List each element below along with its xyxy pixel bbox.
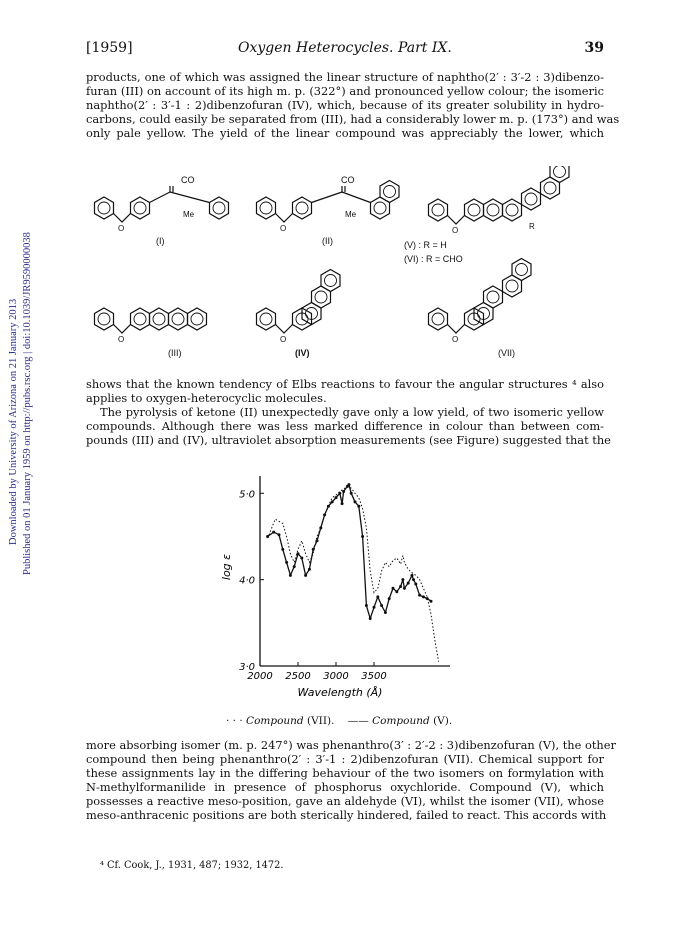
text-line: applies to oxygen-heterocyclic molecules. (86, 391, 327, 406)
caption-compound-label: Compound (246, 715, 304, 727)
data-point (376, 595, 379, 598)
data-point (335, 496, 338, 499)
data-point (281, 548, 284, 551)
x-tick-label: 3000 (323, 671, 349, 682)
text-line: The pyrolysis of ketone (II) unexpectedly gave only a low yield, of two isomeric yellow (100, 405, 604, 420)
data-point (380, 604, 383, 607)
data-point (304, 574, 307, 577)
data-point (341, 502, 344, 505)
caption-number: (V). (433, 715, 453, 727)
series-line-V (268, 485, 431, 619)
data-point (347, 483, 350, 486)
label-I: (I) (156, 236, 165, 246)
data-point (414, 582, 417, 585)
x-tick-label: 2500 (285, 671, 311, 682)
r-label: R (529, 222, 535, 231)
co-label: CO (181, 175, 195, 185)
chart-ticks (239, 489, 387, 682)
caption-dots: · · · (226, 715, 243, 727)
series-line-VII (268, 486, 439, 661)
text-line: only pale yellow. The yield of the linear compound was appreciably the lower, which (86, 126, 604, 141)
publish-note: Published on 01 January 1959 on http://pubs.rsc.org | doi:10.1039/JR9590000038 (22, 232, 33, 575)
x-tick-label: 2000 (247, 671, 273, 682)
y-axis-label: log ε (220, 553, 233, 581)
text-line: possesses a reactive meso-position, gave an aldehyde (VI), whilst the isomer (VII), whose (86, 794, 604, 809)
o-label: O (280, 335, 287, 344)
text-line: these assignments lay in the differing behaviour of the two isomers on formylation with (86, 766, 604, 781)
data-point (361, 535, 364, 538)
data-point (411, 574, 414, 577)
footnote: ⁴ Cf. Cook, J., 1931, 487; 1932, 1472. (100, 860, 284, 871)
text-line: compounds. Although there was less marked difference in colour than between com- (86, 419, 604, 434)
label-VI: (VI) : R = CHO (404, 254, 463, 264)
y-tick-label: 5·0 (239, 489, 255, 501)
download-note: Downloaded by University of Arizona on 21 January 2013 (8, 298, 19, 545)
paragraph-3 (86, 738, 616, 823)
text-line: pounds (III) and (IV), ultraviolet absorption measurements (see Figure) suggested that the (86, 433, 611, 448)
o-label: O (280, 224, 287, 233)
data-point (418, 594, 421, 597)
chart-series (266, 483, 439, 662)
data-point (384, 611, 387, 614)
caption-compound-label: Compound (372, 715, 430, 727)
data-point (430, 600, 433, 603)
data-point (395, 590, 398, 593)
o-label: O (452, 335, 459, 344)
data-point (297, 552, 300, 555)
data-point (300, 557, 303, 560)
running-header (86, 40, 604, 62)
label-II: (II) (322, 236, 333, 246)
me-label: Me (345, 210, 357, 219)
text-line: shows that the known tendency of Elbs reactions to favour the angular structures ⁴ also (86, 377, 604, 391)
data-point (354, 500, 357, 503)
data-point (285, 561, 288, 564)
data-point (399, 585, 402, 588)
data-point (308, 568, 311, 571)
o-label: O (452, 226, 459, 235)
data-point (388, 597, 391, 600)
data-point (369, 617, 372, 620)
data-point (278, 533, 281, 536)
text-line: compound then being phenanthro(2′ : 3′-1 : 2)dibenzofuran (VII). Chemical support for (86, 752, 604, 767)
data-point (373, 606, 376, 609)
text-line: more absorbing isomer (m. p. 247°) was phenanthro(3′ : 2′-2 : 3)dibenzofuran (V), the other (86, 738, 616, 752)
text-line: N-methylformanilide in presence of phosphorus oxychloride. Compound (V), which (86, 780, 604, 795)
me-label: Me (183, 210, 195, 219)
data-point (357, 505, 360, 508)
header-year: [1959] (86, 40, 133, 56)
o-label: O (118, 224, 125, 233)
structure-labels (86, 166, 616, 374)
data-point (272, 531, 275, 534)
paragraph-2 (86, 377, 611, 448)
x-tick-label: 3500 (361, 671, 387, 682)
data-point (407, 582, 410, 585)
data-point (403, 587, 406, 590)
label-IV: (IV) (295, 348, 310, 358)
y-tick-label: 4·0 (239, 575, 255, 587)
text-line: naphtho(2′ : 3′-1 : 2)dibenzofuran (IV), which, because of its greater solubility in hydro- (86, 98, 604, 113)
label-VII: (VII) (498, 348, 515, 358)
paragraph-1 (86, 70, 620, 141)
data-point (293, 565, 296, 568)
data-point (350, 492, 353, 495)
y-tick-label: 3·0 (239, 662, 255, 673)
data-point (422, 595, 425, 598)
text-line: furan (III) on account of its high m. p. (322°) and pronounced yellow colour; the isomeric (86, 84, 604, 99)
caption-number: (VII). (307, 715, 335, 727)
x-axis-label: Wavelength (Å) (297, 686, 383, 699)
absorption-chart (210, 466, 470, 716)
caption-line: —— (347, 715, 369, 727)
label-III: (III) (168, 348, 182, 358)
text-line: products, one of which was assigned the linear structure of naphtho(2′ : 3′-2 : 3)dibenzo- (86, 70, 604, 84)
data-point (331, 500, 334, 503)
header-title: Oxygen Heterocycles. Part IX. (238, 40, 452, 56)
page-number: 39 (584, 40, 604, 56)
text-line: meso-anthracenic positions are both sterically hindered, failed to react. This accords with (86, 808, 607, 823)
data-point (412, 578, 415, 581)
data-point (365, 604, 368, 607)
o-label: O (118, 335, 125, 344)
data-point (342, 490, 345, 493)
figure-caption (226, 715, 452, 727)
label-V: (V) : R = H (404, 240, 447, 250)
text-line: carbons, could easily be separated from (III), had a considerably lower m. p. (173°) and was (86, 112, 620, 127)
data-point (289, 574, 292, 577)
data-point (392, 587, 395, 590)
co-label: CO (341, 175, 355, 185)
data-point (401, 578, 404, 581)
